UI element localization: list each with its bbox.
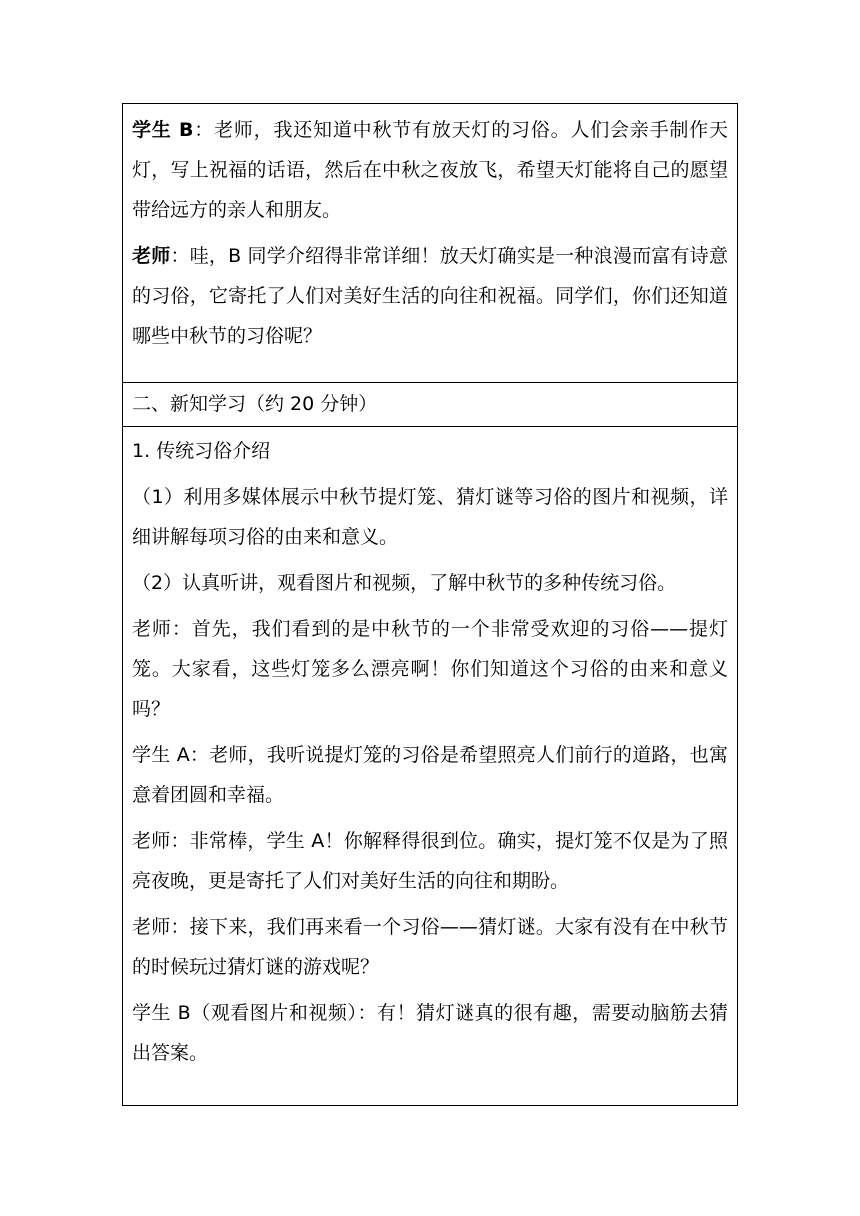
step-2: （2）认真听讲，观看图片和视频，了解中秋节的多种传统习俗。 [132,572,677,594]
paragraph-text: ：老师，我还知道中秋节有放天灯的习俗。人们会亲手制作天灯，写上祝福的话语，然后在中秋之夜放飞，希望天灯能将自己的愿望带给远方的亲人和朋友。 [132,119,728,221]
dialogue-cell [123,104,738,383]
dialogue-student-b: 学生 B（观看图片和视频）：有！猜灯谜真的很有趣，需要动脑筋去猜出答案。 [132,1002,728,1064]
paragraph-student-b [132,110,728,230]
dialogue-student-a: 学生 A：老师，我听说提灯笼的习俗是希望照亮人们前行的道路，也寓意着团圆和幸福。 [132,744,728,806]
table-row [123,383,738,427]
dialogue-teacher-3: 老师：接下来，我们再来看一个习俗——猜灯谜。大家有没有在中秋节的时候玩过猜灯谜的游戏呢？ [132,916,728,978]
speaker-label: 老师 [132,245,171,267]
lesson-plan-table [122,103,738,1106]
content-cell [123,427,738,1106]
paragraph-teacher [132,236,728,356]
subheading: 1. 传统习俗介绍 [132,440,271,462]
table-row [123,427,738,1106]
section-heading: 二、新知学习（约 20 分钟） [132,393,378,415]
step-1: （1）利用多媒体展示中秋节提灯笼、猜灯谜等习俗的图片和视频，详细讲解每项习俗的由来和意义。 [132,486,728,548]
dialogue-teacher-1: 老师：首先，我们看到的是中秋节的一个非常受欢迎的习俗——提灯笼。大家看，这些灯笼多么漂亮啊！你们知道这个习俗的由来和意义吗？ [132,618,728,720]
dialogue-teacher-2: 老师：非常棒，学生 A！你解释得很到位。确实，提灯笼不仅是为了照亮夜晚，更是寄托了人们对美好生活的向往和期盼。 [132,830,728,892]
paragraph-text: ：哇，B 同学介绍得非常详细！放天灯确实是一种浪漫而富有诗意的习俗，它寄托了人们对美好生活的向往和祝福。同学们，你们还知道哪些中秋节的习俗呢？ [132,245,728,347]
section-heading-cell [123,383,738,427]
speaker-label: 学生 B [132,119,194,141]
table-row [123,104,738,383]
